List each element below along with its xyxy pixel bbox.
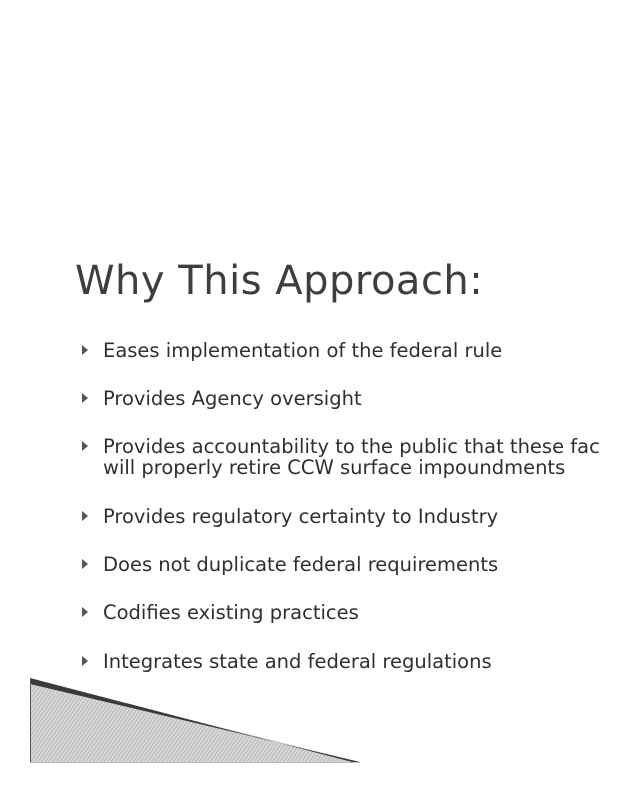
triangle-right-bullet-icon — [82, 511, 88, 521]
bullet-text: Provides accountability to the public that these fac will properly retire CCW surface impoundments — [103, 435, 600, 479]
triangle-right-bullet-icon — [82, 559, 88, 569]
decorative-corner-wedge — [30, 678, 362, 764]
triangle-right-bullet-icon — [82, 656, 88, 666]
bullet-text: Provides regulatory certainty to Industry — [103, 505, 499, 528]
triangle-right-bullet-icon — [82, 441, 88, 451]
bullet-text: Provides Agency oversight — [103, 387, 362, 410]
slide-title: Why This Approach: — [75, 258, 484, 304]
triangle-right-bullet-icon — [82, 345, 88, 355]
bullet-text: Integrates state and federal regulations — [103, 650, 492, 673]
bottom-rule — [30, 762, 360, 763]
triangle-right-bullet-icon — [82, 393, 88, 403]
bullet-text: Does not duplicate federal requirements — [103, 553, 499, 576]
bullet-text: Codifies existing practices — [103, 601, 359, 624]
bullet-text: Eases implementation of the federal rule — [103, 339, 503, 362]
triangle-right-bullet-icon — [82, 607, 88, 617]
